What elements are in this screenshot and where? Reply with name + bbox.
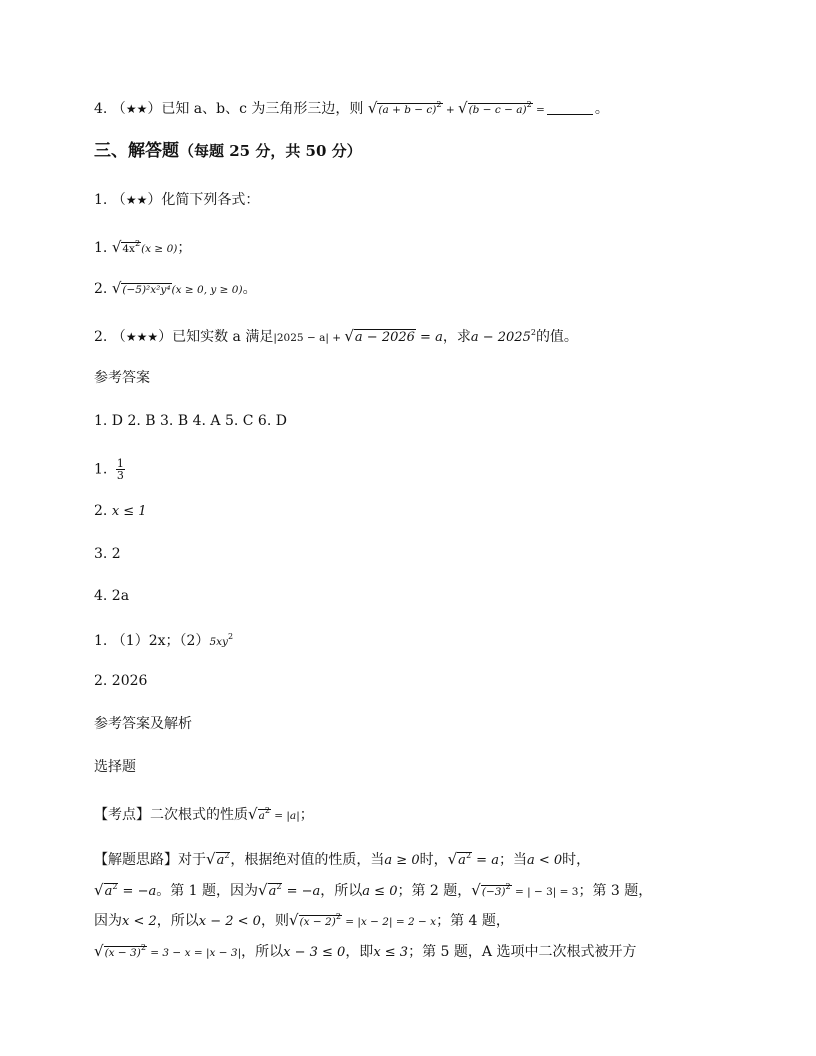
difficulty-stars: ★★ [125,102,148,116]
sqrt-expression: $√a^2$ [258,881,282,899]
problem-1-part-2: 2. √(−5)²x²y⁴(x ≥ 0, y ≥ 0)。 [94,279,257,297]
sqrt-expression: $√a^2$ [94,881,118,899]
sqrt-expression: $√(a + b - c)^2$ [367,99,442,117]
solution-line-3: 因为x < 2，所以x − 2 < 0，则$√(x - 2)^2 = |x - 2| = 2 - x$；第 4 题， [94,908,510,931]
question-fill-4: 4. （★★）已知 a、b、c 为三角形三边，则 $√(a + b - c)^2 + √(b - c - a)^2$ = 。 [94,96,609,119]
key-point: 【考点】二次根式的性质$√a^2 = |a|$； [94,802,314,825]
section-heading: 三、解答题（每题 25 分，共 50 分） [94,141,362,161]
solution-line-2: $√a^2 = -a$。第 1 题，因为$√a^2 = -a$，所以a ≤ 0；第 2 题，$√(-3)^2$ = | − 3| = 3；第 3 题， [94,878,652,901]
sqrt-expression: $√4x^2$ [111,238,141,256]
sqrt-expression: $√(x - 2)^2$ [288,911,341,929]
sqrt-expression: √(−5)²x²y⁴ [111,279,171,297]
sqrt-expression: $√(b - c - a)^2$ [458,99,532,117]
difficulty-stars: ★★ [125,193,148,207]
sqrt-expression: $√(x - 3)^2$ [94,942,146,960]
difficulty-stars: ★★★ [125,330,159,344]
fill-answer-3: 3. 2 [94,546,121,562]
sqrt-expression: $√a^2$ [206,850,230,868]
problem-1: 1. （★★）化简下列各式： [94,192,260,208]
answer-blank [547,102,593,115]
problem-2: 2. （★★★）已知实数 a 满足|2025 − a| + √a − 2026 = a，求$a - 2025^2$的值。 [94,327,578,345]
fill-answer-1: 1. $\frac{1}{3}$ [94,457,124,482]
choice-answers: 1. D 2. B 3. B 4. A 5. C 6. D [94,413,287,429]
fill-answer-2: 2. x ≤ 1 [94,503,147,519]
fill-answer-4: 4. 2a [94,588,130,604]
sqrt-expression: √a − 2026 [344,327,415,345]
choice-section-title: 选择题 [94,759,136,775]
answers-title: 参考答案 [94,370,150,386]
solve-answer-2: 2. 2026 [94,673,148,689]
solve-answer-1: 1. （1）2x；$(2)5xy^2$ [94,632,234,649]
solution-line-1: 【解题思路】对于$√a^2$，根据绝对值的性质，当a ≥ 0时，$√a^2 = a$；当a < 0时， [94,847,590,870]
problem-1-part-1: 1. $√4x^2(x \ge 0)$； [94,235,191,258]
sqrt-expression: $√a^2$ [447,850,472,868]
sqrt-expression: $√(-3)^2$ [471,881,511,899]
solution-line-4: $√(x - 3)^2 = 3 - x = |x - 3|$，所以x − 3 ≤ 0，即x ≤ 3；第 5 题，A 选项中二次根式被开方 [94,939,636,962]
analysis-title: 参考答案及解析 [94,716,192,732]
fraction: $\frac{1}{3}$ [116,457,124,482]
sqrt-expression: $√a^2$ [248,805,270,823]
